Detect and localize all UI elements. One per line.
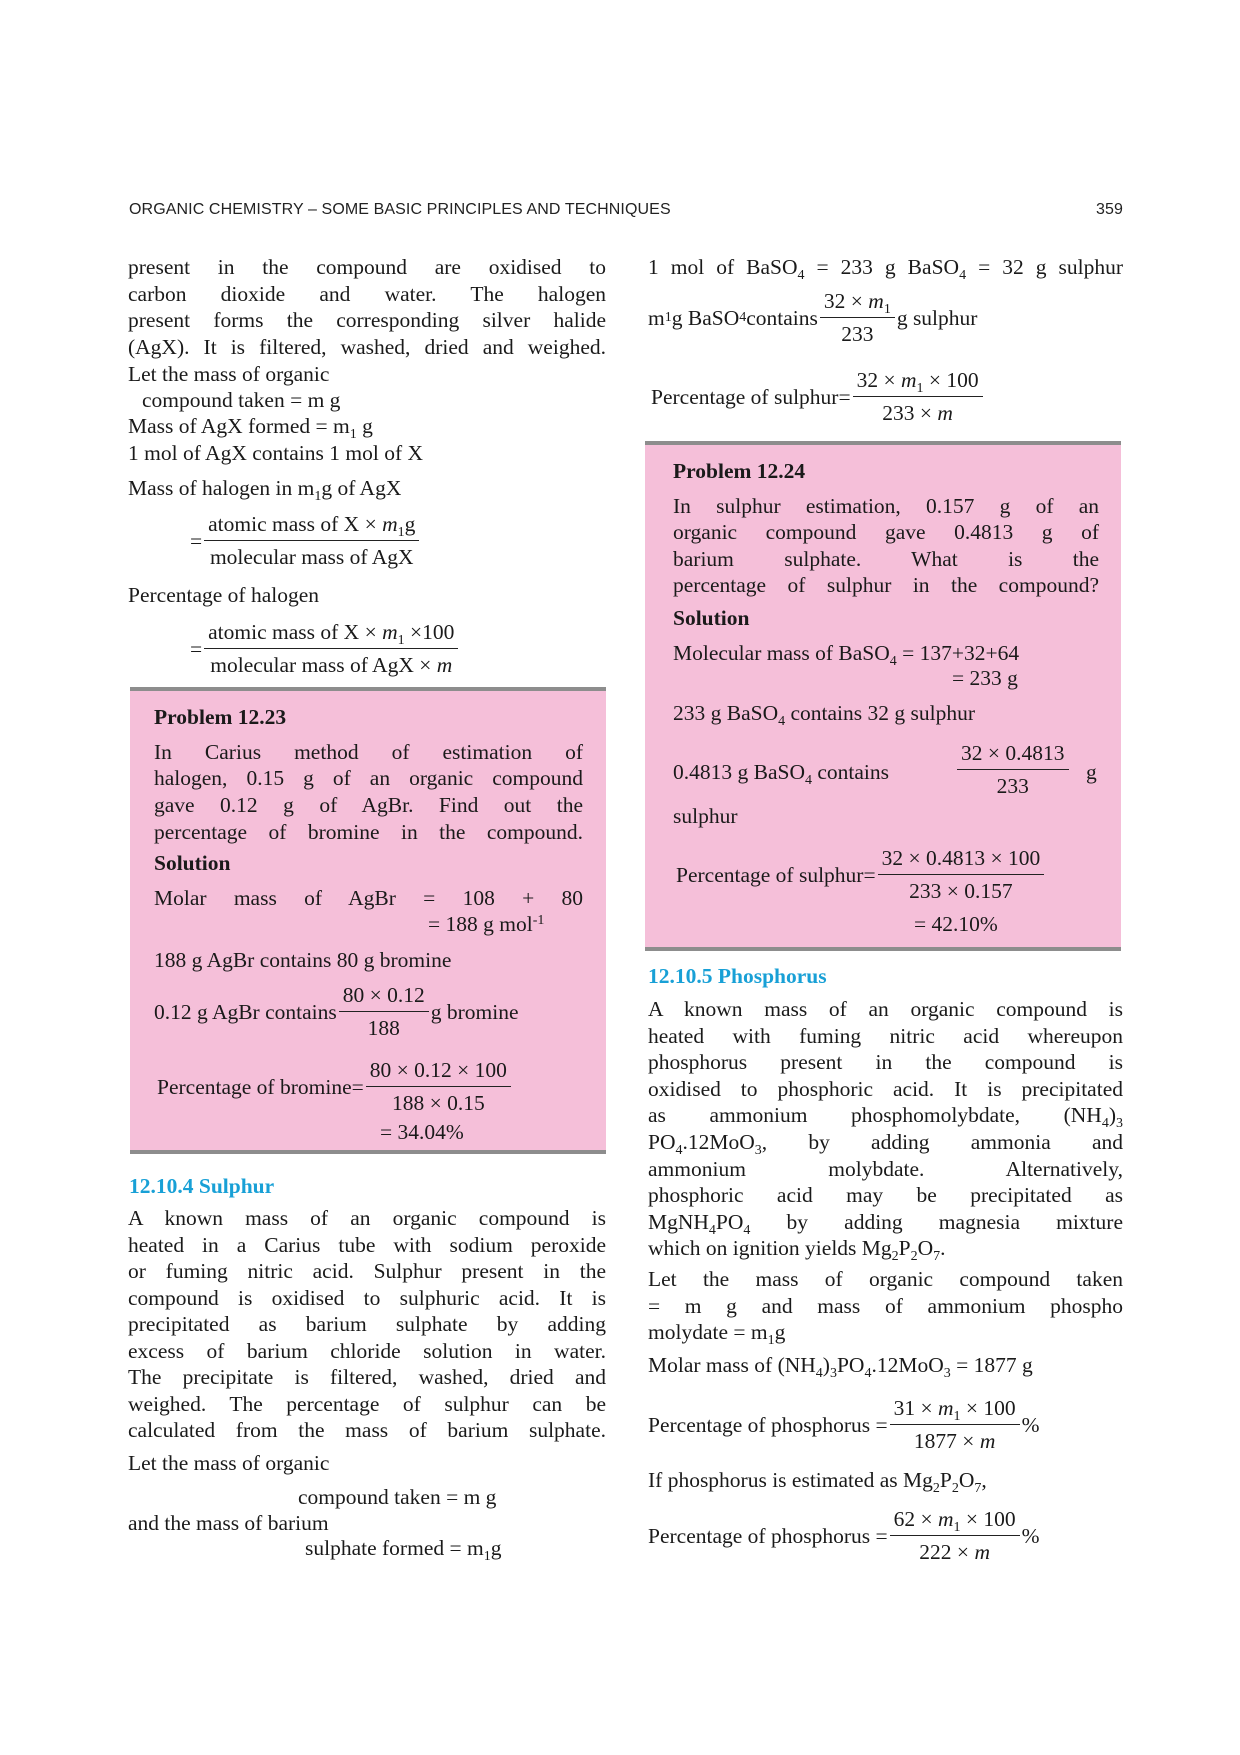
running-title: ORGANIC CHEMISTRY – SOME BASIC PRINCIPLES AND TECHNIQUES <box>129 201 671 218</box>
text-run: heated with fuming nitric acid whereupon <box>648 1024 1123 1048</box>
text-run: sulphate formed = m <box>305 1536 484 1560</box>
text-run: Percentage of phosphorus = <box>648 1412 888 1437</box>
fraction <box>892 1393 1018 1456</box>
text-run: P <box>939 1468 952 1492</box>
text-line <box>648 1101 1123 1129</box>
text-run: .12MoO <box>871 1353 944 1377</box>
text-line <box>128 280 606 308</box>
subscript: 2 <box>910 1249 918 1264</box>
subscript: 3 <box>754 1143 762 1158</box>
text-line <box>648 253 1123 281</box>
text-run: = 233 g <box>952 666 1018 690</box>
math-variable: m <box>868 289 884 313</box>
text-run: Let the mass of organic <box>128 1451 330 1475</box>
denominator <box>890 1535 1020 1567</box>
subscript: 4 <box>797 268 805 283</box>
text-run: 62 × <box>893 1507 938 1531</box>
fraction <box>822 286 893 349</box>
text-run: 31 × <box>893 1396 938 1420</box>
subscript: 4 <box>778 714 786 729</box>
text-run: P <box>898 1236 911 1260</box>
text-run: 0.4813 g BaSO <box>673 760 805 784</box>
text-line <box>673 639 1019 667</box>
text-run: PO <box>715 1210 744 1234</box>
text-line <box>154 791 583 819</box>
text-line <box>154 764 583 792</box>
text-run: Molar mass of AgBr = 108 + 80 <box>154 886 583 910</box>
fraction <box>880 843 1043 906</box>
text-line <box>128 1231 606 1259</box>
subscript: 3 <box>829 1366 837 1381</box>
text-line <box>128 1204 606 1232</box>
fraction <box>206 617 456 680</box>
text-run: heated in a Carius tube with sodium peroxide <box>128 1233 606 1257</box>
math-variable: m <box>974 1540 990 1564</box>
sulphur-mass-formula: m 1 g BaSO 4 contains $\frac{32 \times m_1}{233}$ g sulphur <box>648 286 977 349</box>
text-line <box>128 1363 606 1391</box>
subscript: 3 <box>943 1366 951 1381</box>
text-line <box>128 1449 329 1477</box>
solution-label: Solution <box>154 851 231 875</box>
text-run: 80 × 0.12 × 100 <box>369 1058 507 1082</box>
text-line <box>305 1534 501 1562</box>
text-line <box>952 664 1018 692</box>
subscript: 2 <box>932 1481 940 1496</box>
text-run: which on ignition yields Mg <box>648 1236 892 1260</box>
text-line <box>648 1234 946 1262</box>
denominator <box>878 874 1045 906</box>
text-run: m <box>648 305 665 330</box>
section-heading-sulphur: 12.10.4 Sulphur <box>129 1174 275 1198</box>
text-run: = <box>190 636 203 661</box>
text-line <box>648 1155 1123 1183</box>
text-line <box>128 1257 606 1285</box>
text-run: In sulphur estimation, 0.157 g of an <box>673 494 1099 518</box>
text-line <box>648 1128 1123 1156</box>
text-run: g bromine <box>430 999 519 1024</box>
text-line <box>648 1292 1123 1320</box>
text-run: contains 32 g sulphur <box>785 701 976 725</box>
text-line <box>648 995 1123 1023</box>
subscript: 4 <box>864 1366 872 1381</box>
text-run: = 188 g mol <box>428 912 533 936</box>
text-run: g <box>356 414 373 438</box>
numerator <box>206 617 456 648</box>
text-run: g of AgX <box>321 476 402 500</box>
text-run: carbon dioxide and water. The halogen <box>128 282 606 306</box>
text-line <box>648 1208 1123 1236</box>
denominator <box>204 540 419 572</box>
text-run: contains <box>812 760 890 784</box>
denominator <box>853 396 983 428</box>
text-line <box>648 1466 987 1494</box>
subscript: 1 <box>483 1549 491 1564</box>
text-run: 233 × 0.157 <box>909 879 1013 903</box>
text-run: 80 × 0.12 <box>342 983 425 1007</box>
problem-title: Problem 12.24 <box>673 459 806 483</box>
fraction <box>855 365 981 428</box>
text-run: O <box>958 1468 975 1492</box>
text-run: Percentage of sulphur= <box>676 862 876 887</box>
fraction <box>206 509 417 572</box>
text-run: × 100 <box>960 1507 1016 1531</box>
text-run: If phosphorus is estimated as Mg <box>648 1468 933 1492</box>
superscript: -1 <box>532 913 545 928</box>
denominator <box>890 1424 1020 1456</box>
halogen-mass-formula <box>190 509 421 572</box>
text-run: molecular mass of AgX × <box>210 653 437 677</box>
text-run: 1 mol of BaSO <box>648 255 798 279</box>
text-run: g <box>1086 760 1097 784</box>
text-line <box>128 1284 606 1312</box>
text-run: = m g and mass of ammonium phospho <box>648 1294 1123 1318</box>
subscript: 4 <box>708 1223 716 1238</box>
fraction <box>341 980 427 1043</box>
text-run: = 1877 g <box>950 1353 1033 1377</box>
denominator <box>820 317 895 349</box>
text-line <box>648 1351 1033 1379</box>
text-run: excess of barium chloride solution in water. <box>128 1339 606 1363</box>
text-run: atomic mass of X × <box>208 620 383 644</box>
text-run: 1877 × <box>913 1429 980 1453</box>
subscript: 4 <box>805 773 812 788</box>
numerator <box>892 1393 1018 1424</box>
text-run: 233 × <box>882 401 938 425</box>
text-run: PO <box>836 1353 865 1377</box>
fraction <box>892 1504 1018 1567</box>
text-line <box>128 1509 329 1537</box>
text-run: present in the compound are oxidised to <box>128 255 606 279</box>
text-line <box>128 412 373 440</box>
text-line <box>673 571 1099 599</box>
denominator <box>366 1086 511 1118</box>
text-run: halogen, 0.15 g of an organic compound <box>154 766 583 790</box>
text-run: .12MoO <box>682 1130 755 1154</box>
text-run: weighed. The percentage of sulphur can be <box>128 1392 606 1416</box>
text-line <box>673 545 1099 573</box>
text-run: Percentage of sulphur= <box>651 384 851 409</box>
math-variable: m <box>937 401 953 425</box>
text-line <box>128 1337 606 1365</box>
text-run: = 32 g sulphur <box>966 255 1123 279</box>
math-variable: m <box>938 1507 954 1531</box>
text-run: 233 g BaSO <box>673 701 779 725</box>
text-line <box>142 386 340 414</box>
text-run: PO <box>648 1130 676 1154</box>
problem-title: Problem 12.23 <box>154 705 287 729</box>
text-run: 222 × <box>919 1540 975 1564</box>
text-run: 233 <box>841 322 874 346</box>
text-line <box>673 802 738 830</box>
solution-label: Solution <box>673 606 750 630</box>
text-run: sulphur <box>673 804 738 828</box>
text-run: % <box>1021 1523 1040 1548</box>
text-run: percentage of bromine in the compound. <box>154 820 583 844</box>
text-run: Percentage of halogen <box>128 583 320 607</box>
text-run: g <box>490 1536 502 1560</box>
subscript: 1 <box>953 1520 961 1535</box>
text-run: as ammonium phosphomolybdate, (NH <box>648 1103 1102 1127</box>
bromine-mass-formula <box>154 980 519 1043</box>
text-line <box>648 1075 1123 1103</box>
numerator <box>959 738 1067 769</box>
subscript: 7 <box>974 1481 982 1496</box>
text-run: g <box>404 512 416 536</box>
text-run: , <box>981 1468 987 1492</box>
text-run: Mass of halogen in m <box>128 476 315 500</box>
text-line <box>128 439 423 467</box>
text-line <box>673 518 1099 546</box>
text-line <box>154 946 451 974</box>
subscript: 4 <box>959 268 967 283</box>
subscript: 1 <box>916 381 924 396</box>
text-run: barium sulphate. What is the <box>673 547 1099 571</box>
fraction <box>368 1055 509 1118</box>
text-line <box>154 884 583 912</box>
numerator <box>880 843 1043 874</box>
text-line <box>128 1310 606 1338</box>
text-run: compound taken = m g <box>142 388 341 412</box>
text-run: ) <box>1108 1103 1116 1127</box>
text-run: × 100 <box>923 368 979 392</box>
text-run: , by adding ammonia and <box>761 1130 1123 1154</box>
subscript: 7 <box>933 1249 941 1264</box>
subscript: 2 <box>891 1249 899 1264</box>
text-line <box>673 758 889 786</box>
text-run: × 100 <box>960 1396 1016 1420</box>
subscript: 2 <box>951 1481 959 1496</box>
numerator <box>341 980 427 1011</box>
text-line <box>154 738 583 766</box>
text-run: present forms the corresponding silver halide <box>128 308 606 332</box>
text-line <box>673 699 975 727</box>
text-run: g sulphur <box>896 305 978 330</box>
text-line <box>128 581 319 609</box>
subscript: 1 <box>953 1409 961 1424</box>
denominator <box>204 648 458 680</box>
text-line <box>128 360 329 388</box>
math-variable: m <box>979 1429 996 1453</box>
text-run: O <box>917 1236 934 1260</box>
text-run: A known mass of an organic compound is <box>648 997 1123 1021</box>
text-run: molecular mass of AgX <box>209 545 414 569</box>
text-run: = 42.10% <box>914 912 998 936</box>
text-run: 188 × 0.15 <box>391 1091 485 1115</box>
text-run: 233 <box>996 774 1029 798</box>
text-run: Molecular mass of BaSO <box>673 641 890 665</box>
math-variable: m <box>382 620 398 644</box>
page-number: 359 <box>1096 201 1123 218</box>
subscript: 3 <box>1116 1116 1123 1131</box>
sulphur-percentage-formula <box>651 365 985 428</box>
text-line <box>648 1318 785 1346</box>
text-line <box>648 1048 1123 1076</box>
subscript: 4 <box>675 1143 683 1158</box>
text-run: phosphoric acid may be precipitated as <box>648 1183 1123 1207</box>
subscript: 1 <box>397 525 405 540</box>
text-run: 32 × 0.4813 × 100 <box>881 846 1041 870</box>
numerator <box>892 1504 1018 1535</box>
text-run: 32 × <box>856 368 901 392</box>
subscript: 4 <box>1101 1116 1109 1131</box>
text-run: Let the mass of organic <box>128 362 330 386</box>
subscript: 4 <box>889 654 897 669</box>
text-run: Let the mass of organic compound taken <box>648 1267 1123 1291</box>
subscript: 1 <box>314 489 322 504</box>
denominator <box>957 769 1069 801</box>
text-run: oxidised to phosphoric acid. It is precipitated <box>648 1077 1123 1101</box>
text-line <box>128 1390 606 1418</box>
bromine-result <box>380 1118 464 1146</box>
numerator <box>855 365 981 396</box>
text-line <box>154 818 583 846</box>
math-variable: m <box>900 368 917 392</box>
text-run: and the mass of barium <box>128 1511 329 1535</box>
text-run: = <box>190 528 203 553</box>
phosphorus-pyrophosphate-formula <box>648 1504 1040 1567</box>
fraction <box>959 738 1067 801</box>
subscript: 4 <box>743 1223 751 1238</box>
text-run: 0.12 g AgBr contains <box>154 999 337 1024</box>
text-run: percentage of sulphur in the compound? <box>673 573 1099 597</box>
text-run: In Carius method of estimation of <box>154 740 583 764</box>
text-run: = 233 g BaSO <box>804 255 960 279</box>
text-run: Percentage of phosphorus = <box>648 1523 888 1548</box>
text-line <box>673 492 1099 520</box>
subscript: 1 <box>883 302 891 317</box>
text-run: MgNH <box>648 1210 709 1234</box>
text-run: 32 × 0.4813 <box>961 741 1065 765</box>
text-line <box>1086 758 1097 786</box>
text-line <box>128 1416 606 1444</box>
sulphur-result-formula <box>676 843 1046 906</box>
text-run: phosphorus present in the compound is <box>648 1050 1123 1074</box>
text-line <box>128 306 606 334</box>
text-run: contains <box>746 305 818 330</box>
math-variable: m <box>382 512 398 536</box>
text-run: calculated from the mass of barium sulphate. <box>128 1418 606 1442</box>
text-run: precipitated as barium sulphate by adding <box>128 1312 606 1336</box>
math-variable: m <box>436 653 453 677</box>
text-run: = 34.04% <box>380 1120 464 1144</box>
text-run: The precipitate is filtered, washed, dried and <box>128 1365 606 1389</box>
text-run: g BaSO <box>671 305 740 330</box>
bromine-percentage-formula <box>157 1055 513 1118</box>
text-run: molydate = m <box>648 1320 768 1344</box>
text-line <box>128 333 606 361</box>
numerator <box>206 509 417 540</box>
text-run: Mass of AgX formed = m <box>128 414 350 438</box>
phosphorus-percentage-formula <box>648 1393 1040 1456</box>
section-heading-phosphorus: 12.10.5 Phosphorus <box>648 964 827 988</box>
subscript: 1 <box>397 633 405 648</box>
subscript: 1 <box>349 427 357 442</box>
text-run: ×100 <box>404 620 455 644</box>
text-run: Molar mass of (NH <box>648 1353 816 1377</box>
text-line <box>128 474 401 502</box>
math-variable: m <box>938 1396 954 1420</box>
text-run: organic compound gave 0.4813 g of <box>673 520 1099 544</box>
text-run: 188 <box>367 1016 400 1040</box>
sulphur-fraction <box>955 738 1071 801</box>
subscript: 4 <box>815 1366 823 1381</box>
text-run: 1 mol of AgX contains 1 mol of X <box>128 441 424 465</box>
text-run: compound is oxidised to sulphuric acid. It is <box>128 1286 606 1310</box>
text-run: g <box>774 1320 786 1344</box>
text-line <box>128 253 606 281</box>
text-run: = 137+32+64 <box>896 641 1020 665</box>
halogen-percentage-formula <box>190 617 460 680</box>
text-run: atomic mass of X × <box>208 512 383 536</box>
text-line <box>648 1181 1123 1209</box>
subscript: 1 <box>767 1333 775 1348</box>
numerator <box>822 286 893 317</box>
text-run: 188 g AgBr contains 80 g bromine <box>154 948 452 972</box>
text-run: ammonium molybdate. Alternatively, <box>648 1157 1123 1181</box>
text-run: Percentage of bromine= <box>157 1074 364 1099</box>
text-run: . <box>940 1236 946 1260</box>
text-run: compound taken = m g <box>298 1485 497 1509</box>
text-run: or fuming nitric acid. Sulphur present in the <box>128 1259 606 1283</box>
text-line <box>648 1022 1123 1050</box>
text-run: by adding magnesia mixture <box>750 1210 1123 1234</box>
text-line <box>298 1483 496 1511</box>
text-run: % <box>1021 1412 1040 1437</box>
text-run: A known mass of an organic compound is <box>128 1206 606 1230</box>
text-run: (AgX). It is filtered, washed, dried and weighed. <box>128 335 606 359</box>
numerator <box>368 1055 509 1086</box>
text-run: 32 × <box>823 289 869 313</box>
text-run: ) <box>822 1353 830 1377</box>
text-run: gave 0.12 g of AgBr. Find out the <box>154 793 583 817</box>
sulphur-result <box>914 910 998 938</box>
denominator <box>339 1011 429 1043</box>
text-line <box>648 1265 1123 1293</box>
text-line <box>428 910 544 938</box>
